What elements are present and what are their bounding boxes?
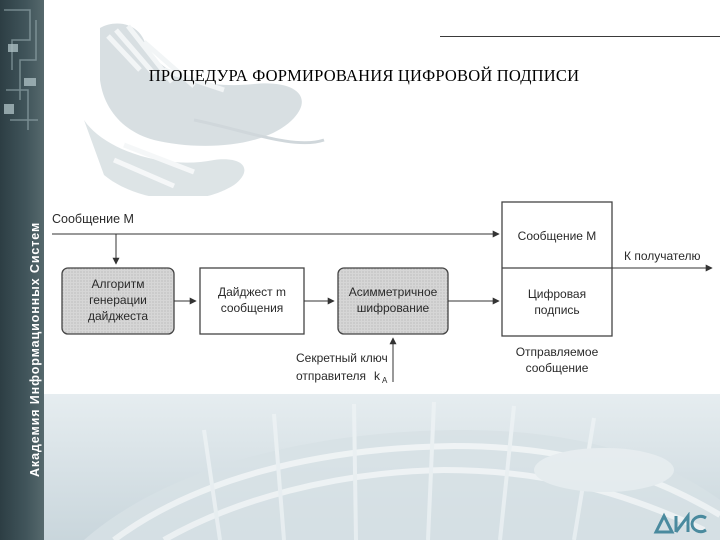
recipient-label: К получателю — [624, 249, 701, 263]
secret-key-line-1: Секретный ключ — [296, 351, 388, 365]
sidebar-brand-text: Академия Информационных Систем — [28, 221, 42, 477]
diagram-panel — [44, 196, 720, 394]
encryption-line-2: шифрование — [356, 301, 430, 315]
digest-algorithm-line-1: Алгоритм — [91, 277, 145, 291]
logo-triangle-icon — [656, 516, 672, 532]
slide-title: ПРОЦЕДУРА ФОРМИРОВАНИЯ ЦИФРОВОЙ ПОДПИСИ — [148, 66, 580, 85]
digest-algorithm-line-2: генерации — [89, 293, 147, 307]
sent-message-caption-2: сообщение — [525, 361, 589, 375]
ais-logo — [650, 512, 714, 536]
encryption-line-1: Асимметричное — [348, 285, 438, 299]
digest-line-1: Дайджест m — [217, 285, 287, 299]
secret-key-subscript: A — [382, 376, 388, 385]
digest-algorithm-line-3: дайджеста — [87, 309, 149, 323]
digest-line-2: сообщения — [220, 301, 284, 315]
sent-message-caption-1: Отправляемое — [515, 345, 599, 359]
output-message-label: Сообщение М — [517, 229, 597, 243]
input-message-label: Сообщение М — [52, 212, 134, 226]
top-rule-line — [440, 36, 720, 37]
secret-key-symbol: k — [374, 369, 380, 383]
secret-key-line-2: отправителя — [296, 369, 366, 383]
logo-letter-shape — [676, 516, 688, 532]
butterfly-image — [84, 24, 324, 200]
signature-line-1: Цифровая — [527, 287, 587, 301]
logo-c-shape — [692, 516, 706, 531]
signature-flow-diagram — [44, 196, 720, 394]
signature-line-2: подпись — [534, 303, 580, 317]
